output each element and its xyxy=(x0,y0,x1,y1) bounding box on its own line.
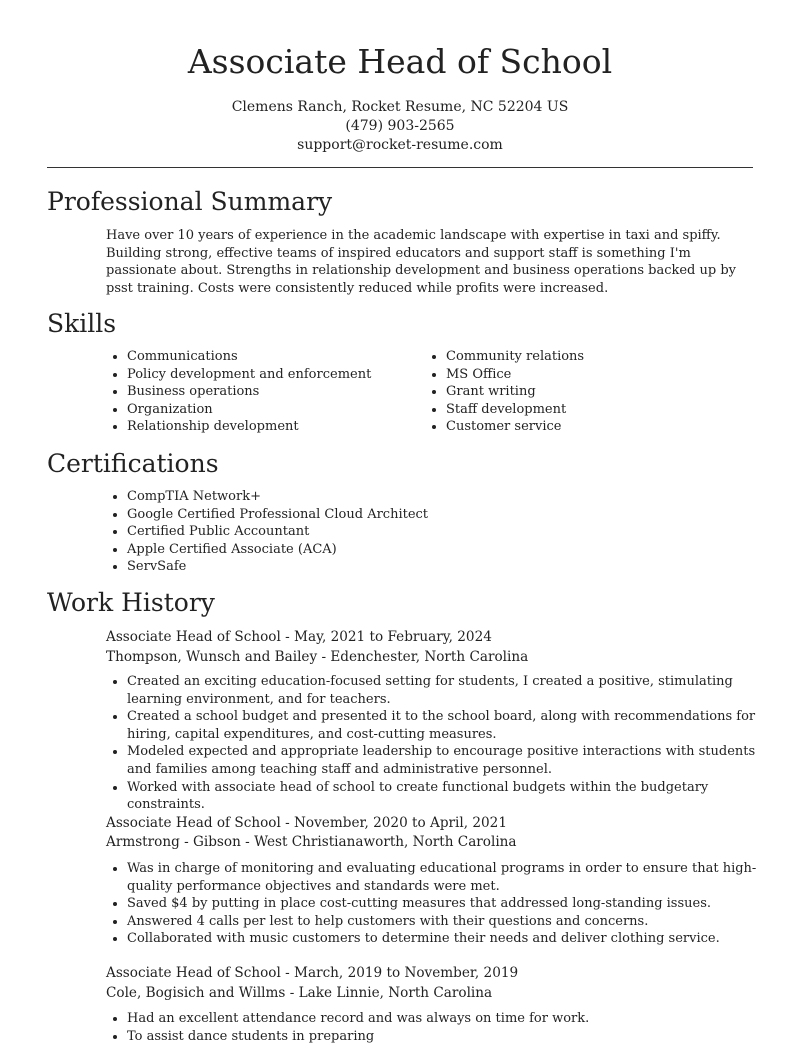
skill-item: • Communications xyxy=(127,348,427,366)
contact-phone: (479) 903-2565 xyxy=(345,118,455,134)
certification-item: • CompTIA Network+ xyxy=(127,488,767,506)
job-bullet: • Answered 4 calls per lest to help customers with their questions and concerns. xyxy=(127,913,777,931)
skill-item: • Staff development xyxy=(446,401,746,419)
contact-address: Clemens Ranch, Rocket Resume, NC 52204 US xyxy=(231,99,569,115)
skills-list-left xyxy=(106,348,427,436)
job-bullet: • Had an excellent attendance record and was always on time for work. xyxy=(127,1010,777,1028)
job-bullet: • Created an exciting education-focused setting for students, I created a positive, stimulating learning environment, and for teachers. xyxy=(127,673,777,708)
resume-name: Associate Head of School xyxy=(187,42,613,81)
job-bullet: • Worked with associate head of school to create functional budgets within the budgetary constraints. xyxy=(127,779,777,814)
skill-item: • Policy development and enforcement xyxy=(127,366,427,384)
certification-item: • Certified Public Accountant xyxy=(127,523,767,541)
job-bullets xyxy=(106,673,777,814)
skill-item: • Customer service xyxy=(446,418,746,436)
skill-item: • Business operations xyxy=(127,383,427,401)
job-bullet: • Modeled expected and appropriate leadership to encourage positive interactions with students and families among teaching staff and administrative personnel. xyxy=(127,743,777,778)
certification-item: • Google Certified Professional Cloud Architect xyxy=(127,506,767,524)
certifications-list xyxy=(106,488,767,576)
job-bullets xyxy=(106,860,777,948)
certification-item: • Apple Certified Associate (ACA) xyxy=(127,541,767,559)
job-company-line: Thompson, Wunsch and Bailey - Edenchester, North Carolina xyxy=(106,649,529,665)
job-bullet: • Was in charge of monitoring and evaluating educational programs in order to ensure that high-quality performance objectives and standards were met. xyxy=(127,860,777,895)
contact-email[interactable]: support@rocket-resume.com xyxy=(297,137,503,153)
job-title-line: Associate Head of School - May, 2021 to February, 2024 xyxy=(106,629,492,645)
work-history-heading: Work History xyxy=(47,588,215,617)
skill-item: • Relationship development xyxy=(127,418,427,436)
skill-item: • Organization xyxy=(127,401,427,419)
certification-item: • ServSafe xyxy=(127,558,767,576)
skill-item: • Community relations xyxy=(446,348,746,366)
skills-list-right xyxy=(425,348,746,436)
job-bullet: • Collaborated with music customers to determine their needs and deliver clothing service. xyxy=(127,930,777,948)
certifications-heading: Certifications xyxy=(47,449,219,478)
resume-header xyxy=(0,0,800,155)
job-bullet: • Saved $4 by putting in place cost-cutting measures that addressed long-standing issues. xyxy=(127,895,777,913)
summary-text: Have over 10 years of experience in the academic landscape with expertise in taxi and spiffy. Building strong, effective teams of inspired educators and support staff is something I'm passionate about. Strengths in relationship development and business operations backed up by psst training. Costs were consistently reduced while profits were increased. xyxy=(106,228,736,296)
job-company-line: Cole, Bogisich and Willms - Lake Linnie, North Carolina xyxy=(106,985,493,1001)
job-bullets xyxy=(106,1010,777,1045)
job-title-line: Associate Head of School - November, 2020 to April, 2021 xyxy=(106,815,507,831)
summary-heading: Professional Summary xyxy=(47,187,333,216)
skills-heading: Skills xyxy=(47,309,117,338)
job-bullet: • To assist dance students in preparing xyxy=(127,1028,777,1045)
skill-item: • MS Office xyxy=(446,366,746,384)
header-divider xyxy=(47,167,753,168)
job-company-line: Armstrong - Gibson - West Christianaworth, North Carolina xyxy=(106,834,517,850)
job-title-line: Associate Head of School - March, 2019 to November, 2019 xyxy=(106,965,519,981)
skill-item: • Grant writing xyxy=(446,383,746,401)
job-bullet: • Created a school budget and presented it to the school board, along with recommendations for hiring, capital expenditures, and cost-cutting measures. xyxy=(127,708,777,743)
